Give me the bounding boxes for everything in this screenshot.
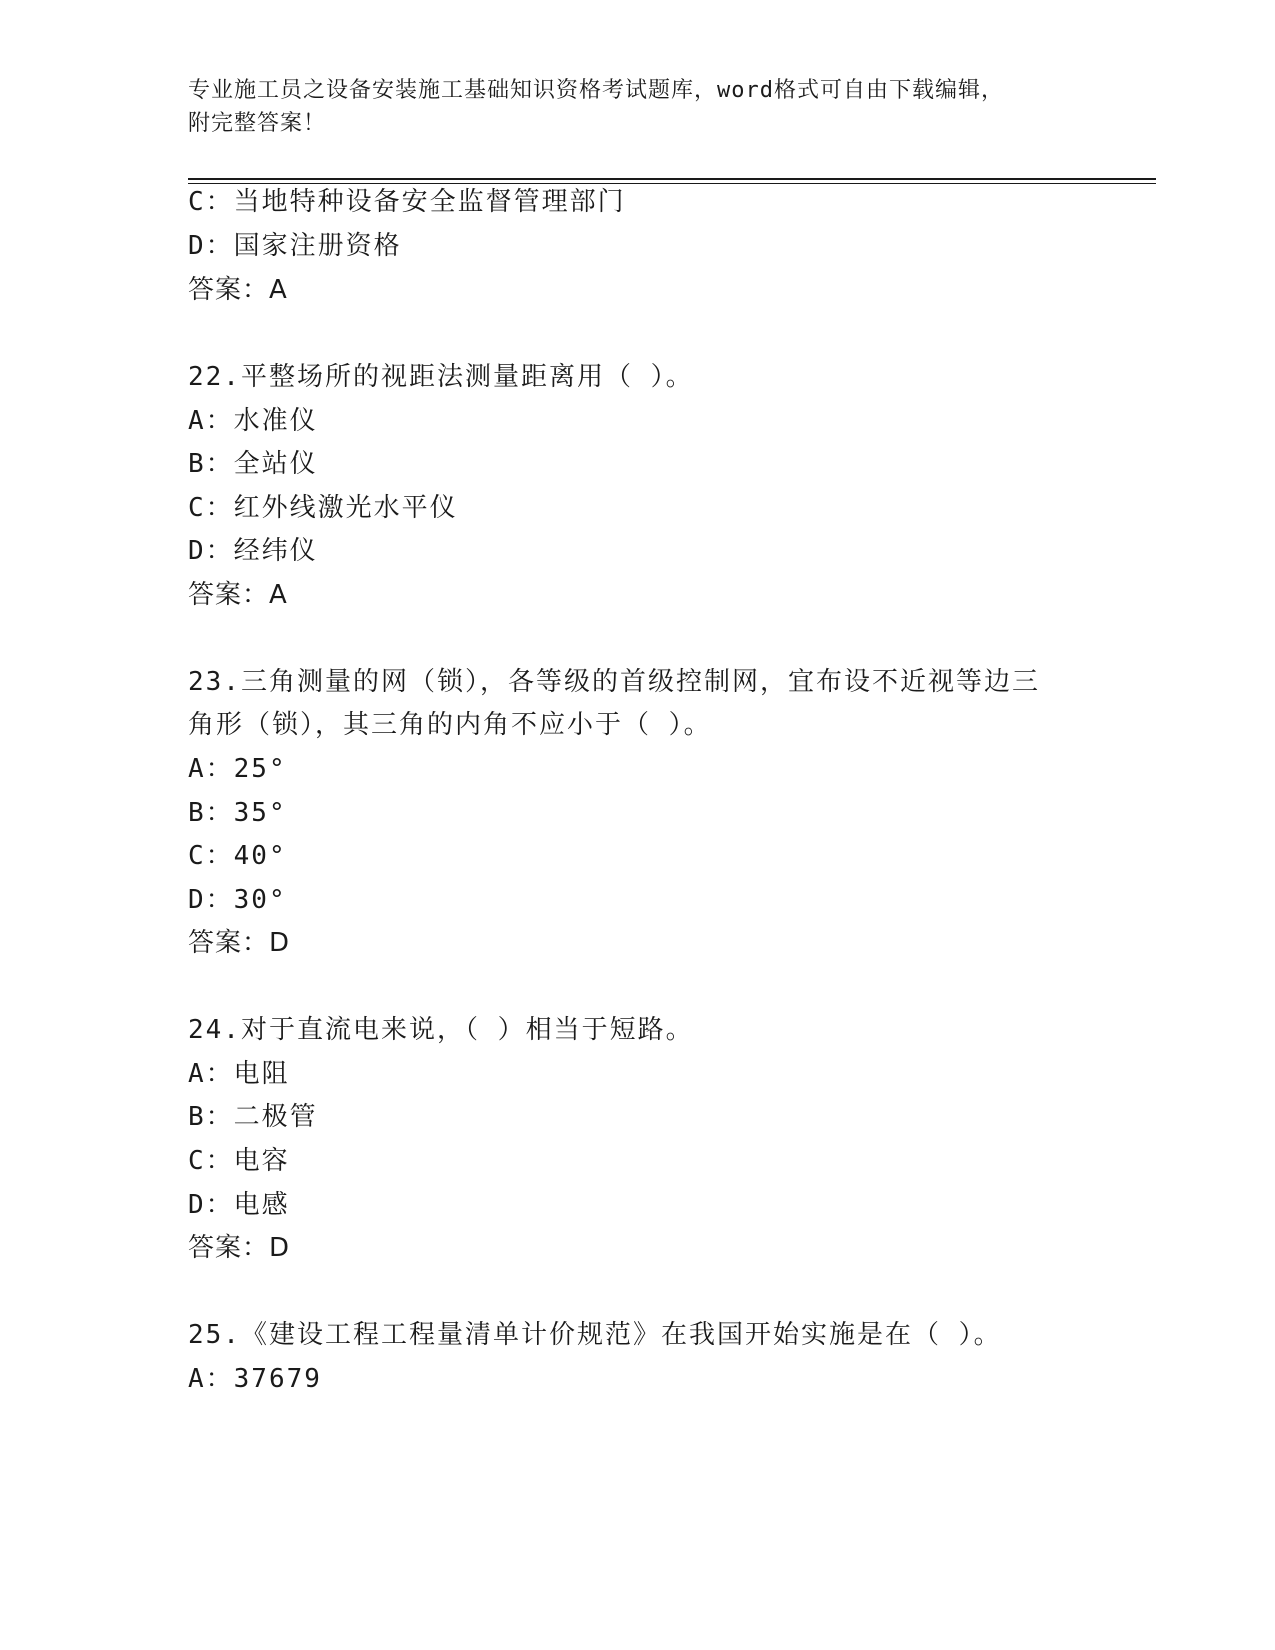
q23-stem-line-1: 23.三角测量的网（锁），各等级的首级控制网，宜布设不近视等边三 [188,667,1040,697]
q22-option-a: A：水准仪 [188,406,318,436]
header-rule-thick [188,178,1156,180]
q22-option-c: C：红外线激光水平仪 [188,493,458,523]
q22-option-b: B：全站仪 [188,449,318,479]
q25-option-a: A：37679 [188,1364,322,1394]
q24-option-d: D：电感 [188,1190,290,1220]
prev-option-d: D：国家注册资格 [188,231,402,261]
q23-option-b: B：35° [188,798,287,828]
q24-stem: 24.对于直流电来说，（ ）相当于短路。 [188,1015,694,1045]
document-header [188,74,1088,140]
q24-option-a: A：电阻 [188,1059,290,1089]
q23-option-d: D：30° [188,885,287,915]
q25-stem: 25.《建设工程工程量清单计价规范》在我国开始实施是在（ ）。 [188,1320,1002,1350]
q22-option-d: D：经纬仪 [188,536,318,566]
q23-option-c: C：40° [188,841,287,871]
header-line-1: 专业施工员之设备安装施工基础知识资格考试题库，word格式可自由下载编辑， [188,78,1004,103]
q24-option-c: C：电容 [188,1146,290,1176]
q22-answer: 答案：A [188,580,288,610]
prev-option-c: C：当地特种设备安全监督管理部门 [188,187,626,217]
header-line-2: 附完整答案！ [188,111,327,136]
q22-stem: 22.平整场所的视距法测量距离用（ ）。 [188,362,694,392]
q23-answer: 答案：D [188,928,291,958]
q23-stem-line-2: 角形（锁），其三角的内角不应小于（ ）。 [188,710,712,740]
q24-answer: 答案：D [188,1233,291,1263]
prev-answer: 答案：A [188,275,288,305]
q24-option-b: B：二极管 [188,1102,318,1132]
q23-option-a: A：25° [188,754,287,784]
header-rule-thin [188,183,1156,184]
